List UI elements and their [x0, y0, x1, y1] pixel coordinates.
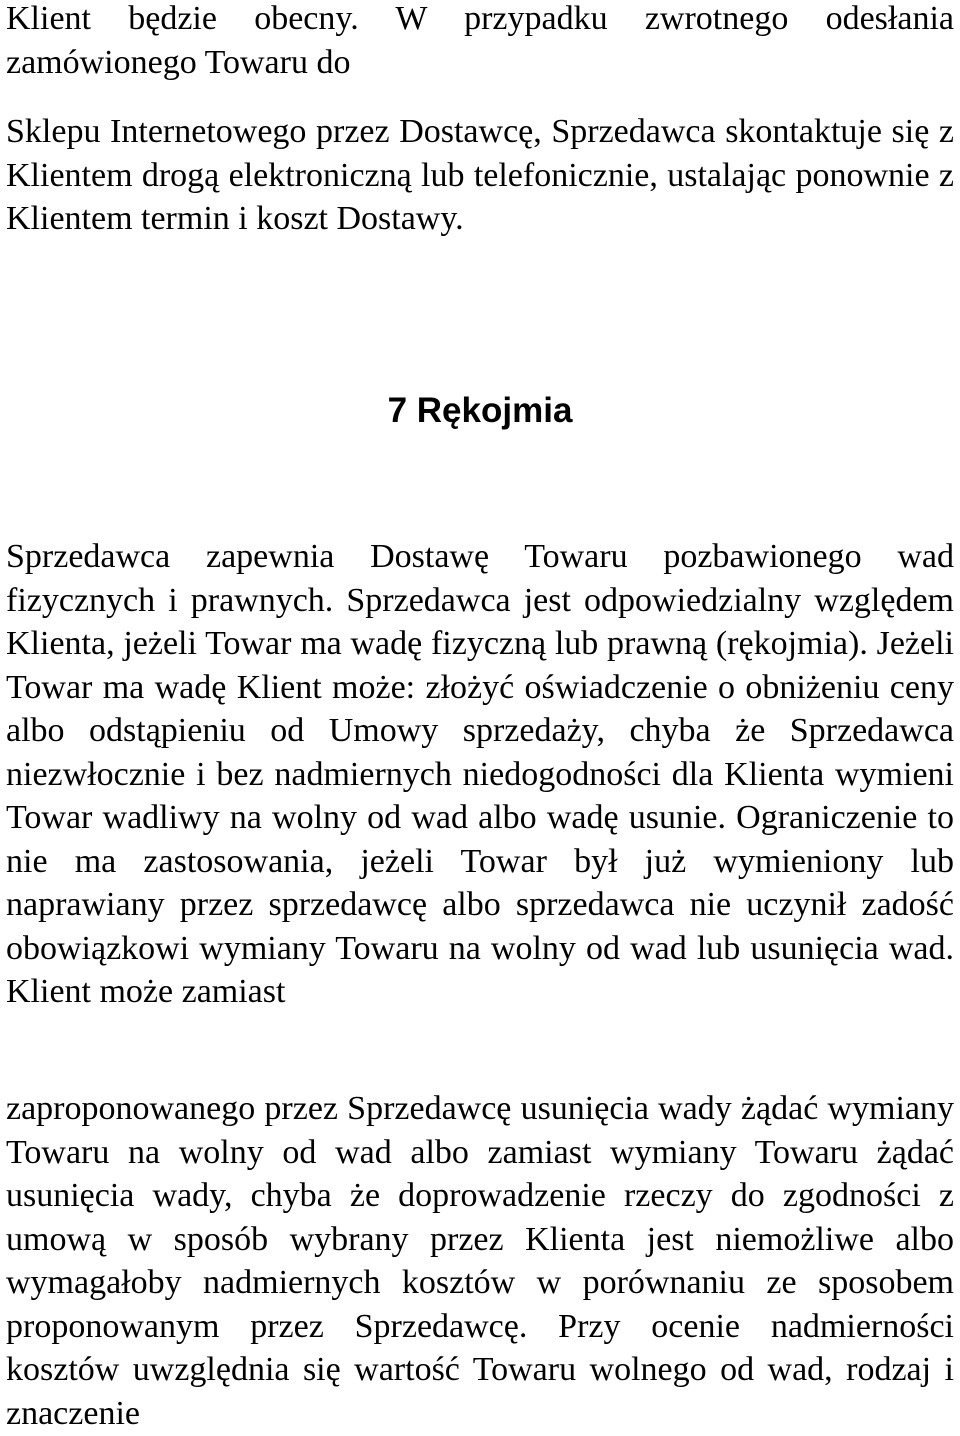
paragraph-return-shipping: Sklepu Internetowego przez Dostawcę, Sprzedawca skontaktuje się z Klientem drogą elektroniczną lub telefonicznie, ustalając ponownie z Klientem termin i koszt Dostawy. [6, 113, 954, 237]
paragraph-delivery-presence: Klient będzie obecny. W przypadku zwrotnego odesłania zamówionego Towaru do [6, 0, 954, 81]
paragraph-warranty-replacement: zaproponowanego przez Sprzedawcę usunięcia wady żądać wymiany Towaru na wolny od wad albo zamiast wymiany Towaru żądać usunięcia wady, chyba że doprowadzenie rzeczy do zgodności z umową w sposób wybrany przez Klienta jest niemożliwe albo wymagałoby nadmiernych kosztów w porównaniu ze sposobem proponowanym przez Sprzedawcę. Przy ocenie nadmierności kosztów uwzględnia się wartość Towaru wolnego od wad, rodzaj i znaczenie [6, 1090, 954, 1432]
section-heading-warranty: 7 Rękojmia [387, 391, 573, 430]
paragraph-warranty-terms: Sprzedawca zapewnia Dostawę Towaru pozbawionego wad fizycznych i prawnych. Sprzedawca jest odpowiedzialny względem Klienta, jeżeli Towar ma wadę fizyczną lub prawną (rękojmia). Jeżeli Towar ma wadę Klient może: złożyć oświadczenie o obniżeniu ceny albo odstąpieniu od Umowy sprzedaży, chyba że Sprzedawca niezwłocznie i bez nadmiernych niedogodności dla Klienta wymieni Towar wadliwy na wolny od wad albo wadę usunie. Ograniczenie to nie ma zastosowania, jeżeli Towar był już wymieniony lub naprawiany przez sprzedawcę albo sprzedawca nie uczynił zadość obowiązkowi wymiany Towaru na wolny od wad lub usunięcia wad. Klient może zamiast [6, 538, 954, 1010]
